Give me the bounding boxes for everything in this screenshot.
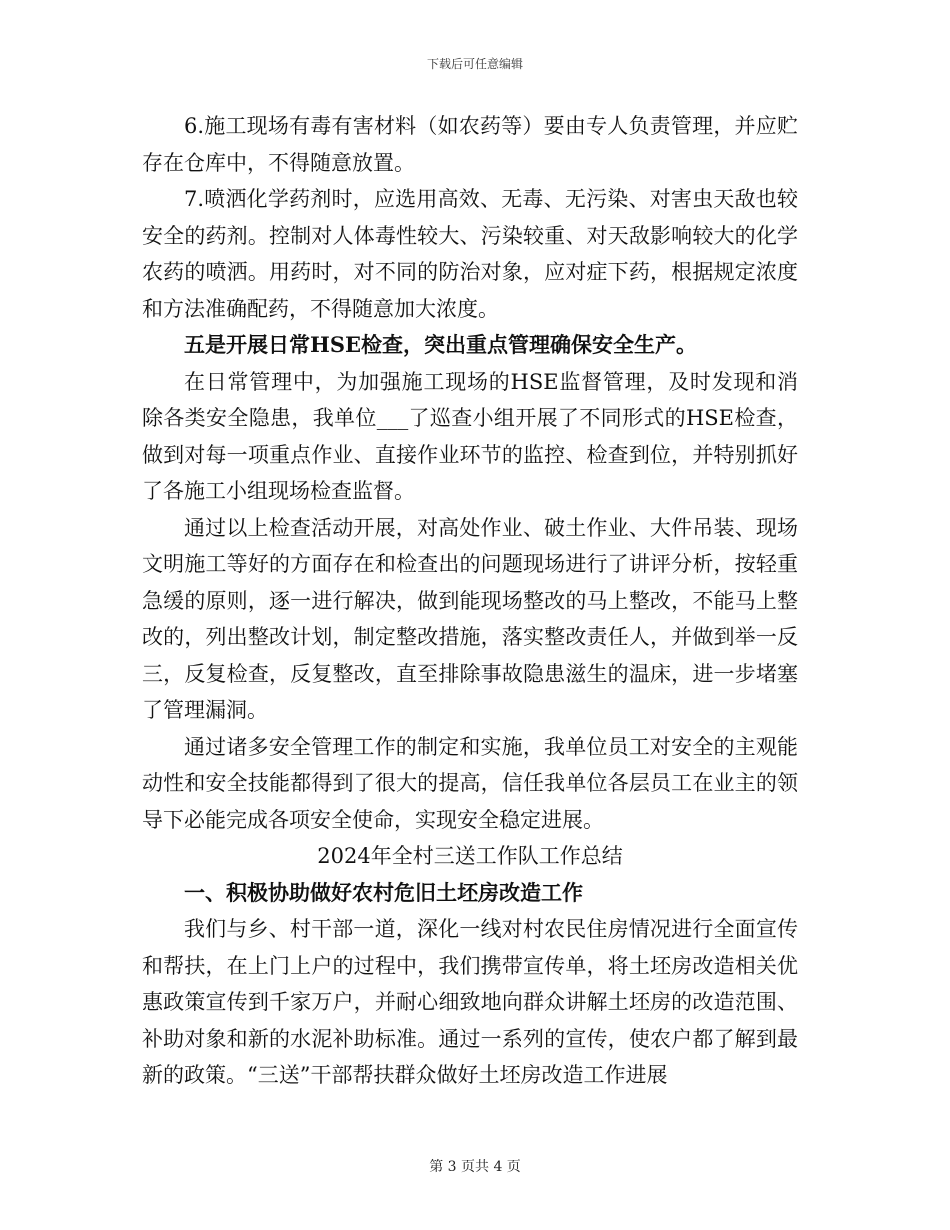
document-title: 2024年全村三送工作队工作总结: [317, 844, 623, 868]
paragraph-inspection-results: 通过以上检查活动开展，对高处作业、破土作业、大件吊装、现场文明施工等好的方面存在和检查出的问题现场进行了讲评分析，按轻重急缓的原则，逐一进行解决，做到能现场整改的马上整改，不能马上整改的，列出整改计划，制定整改措施，落实整改责任人，并做到举一反三，反复检查，反复整改，直至排除事故隐患滋生的温床，进一步堵塞了管理漏洞。: [142, 515, 798, 722]
paragraph-renovation-work: 我们与乡、村干部一道，深化一线对村农民住房情况进行全面宣传和帮扶，在上门上户的过程中，我们携带宣传单，将土坯房改造相关优惠政策宣传到千家万户，并耐心细致地向群众讲解土坯房的改造范围、补助对象和新的水泥补助标准。通过一系列的宣传，使农户都了解到最新的政策。“三送”干部帮扶群众做好土坯房改造工作进展: [142, 917, 798, 1087]
paragraph-safety-summary: 通过诸多安全管理工作的制定和实施，我单位员工对安全的主观能动性和安全技能都得到了很大的提高，信任我单位各层员工在业主的领导下必能完成各项安全使命，实现安全稳定进展。: [142, 734, 798, 832]
section-heading-house-renovation: 一、积极协助做好农村危旧土坯房改造工作: [184, 879, 583, 905]
section-heading-hse-inspection: 五是开展日常HSE检查，突出重点管理确保安全生产。: [184, 332, 698, 357]
page-number: 第 3 页共 4 页: [429, 1159, 521, 1175]
document-body: [142, 108, 798, 1094]
paragraph-toxic-materials: 6.施工现场有毒有害材料（如农药等）要由专人负责管理，并应贮存在仓库中，不得随意放置。: [142, 114, 798, 175]
paragraph-daily-management: 在日常管理中，为加强施工现场的HSE监督管理，及时发现和消除各类安全隐患，我单位___了巡查小组开展了不同形式的HSE检查，做到对每一项重点作业、直接作业环节的监控、检查到位，并特别抓好了各施工小组现场检查监督。: [142, 369, 798, 503]
page-header-note: 下载后可任意编辑: [426, 57, 523, 71]
paragraph-chemical-spraying: 7.喷洒化学药剂时，应选用高效、无毒、无污染、对害虫天敌也较安全的药剂。控制对人体毒性较大、污染较重、对天敌影响较大的化学农药的喷洒。用药时，对不同的防治对象，应对症下药，根据规定浓度和方法准确配药，不得随意加大浓度。: [142, 187, 798, 321]
